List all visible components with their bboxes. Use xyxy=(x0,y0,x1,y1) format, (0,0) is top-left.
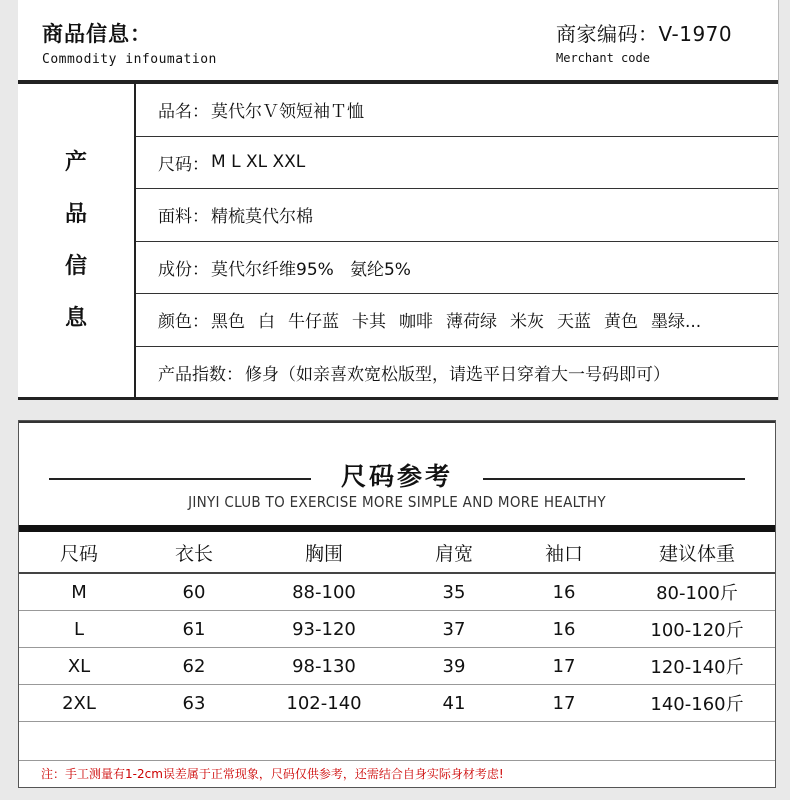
column-header: 尺码 xyxy=(19,532,139,573)
column-header: 衣长 xyxy=(139,532,249,573)
color-option: 白 xyxy=(258,312,275,333)
table-cell: 60 xyxy=(139,573,249,611)
info-value: 莫代尔纤维95% 氨纶5% xyxy=(211,259,411,280)
table-cell: 102-140 xyxy=(249,685,399,722)
title-line-left xyxy=(49,478,311,480)
side-char: 产 xyxy=(64,149,87,175)
side-char: 品 xyxy=(64,201,87,227)
info-label: 产品指数： xyxy=(158,365,243,386)
info-value: 莫代尔Ｖ领短袖Ｔ恤 xyxy=(211,102,364,123)
color-option: 墨绿... xyxy=(651,312,702,333)
table-cell-empty xyxy=(19,722,775,761)
table-cell: 93-120 xyxy=(249,611,399,648)
color-option: 黄色 xyxy=(604,312,638,333)
side-char: 息 xyxy=(64,305,87,331)
size-table xyxy=(19,532,775,761)
size-chart-card xyxy=(18,420,776,788)
table-row xyxy=(19,611,775,648)
page-subtitle: Commodity infoumation xyxy=(42,52,217,67)
table-cell: M xyxy=(19,573,139,611)
column-header: 建议体重 xyxy=(619,532,775,573)
table-cell: 39 xyxy=(399,648,509,685)
column-header: 袖口 xyxy=(509,532,619,573)
card-top-border xyxy=(19,421,775,423)
table-cell: 16 xyxy=(509,573,619,611)
info-row-fabric xyxy=(136,189,778,242)
table-cell: 37 xyxy=(399,611,509,648)
product-info-side-label xyxy=(18,84,136,397)
page-title: 商品信息： xyxy=(42,22,152,46)
product-info-rows xyxy=(136,84,778,399)
info-label: 尺码： xyxy=(158,154,209,175)
merchant-code: 商家编码：V-1970 xyxy=(556,22,733,46)
color-option: 咖啡 xyxy=(399,312,433,333)
info-label: 颜色： xyxy=(158,312,209,333)
info-row-name xyxy=(136,84,778,137)
table-cell: 2XL xyxy=(19,685,139,722)
color-option: 牛仔蓝 xyxy=(288,312,339,333)
table-cell: 16 xyxy=(509,611,619,648)
color-option: 米灰 xyxy=(510,312,544,333)
table-cell: 120-140斤 xyxy=(619,648,775,685)
color-option: 天蓝 xyxy=(557,312,591,333)
info-row-fit xyxy=(136,347,778,400)
measurement-note: 注：手工测量有1-2cm误差属于正常现象，尺码仅供参考，还需结合自身实际身材考虑! xyxy=(41,767,504,781)
table-cell: 61 xyxy=(139,611,249,648)
info-value: 精梳莫代尔棉 xyxy=(211,207,313,228)
header-bar xyxy=(19,525,775,532)
table-cell: 17 xyxy=(509,685,619,722)
slogan: JINYI CLUB TO EXERCISE MORE SIMPLE AND MORE HEALTHY xyxy=(188,493,606,511)
table-row xyxy=(19,648,775,685)
table-cell: XL xyxy=(19,648,139,685)
column-header: 肩宽 xyxy=(399,532,509,573)
side-char: 信 xyxy=(64,253,87,279)
info-value: M L XL XXL xyxy=(211,152,306,173)
info-row-composition xyxy=(136,242,778,295)
table-cell: 62 xyxy=(139,648,249,685)
product-info-box xyxy=(18,84,778,400)
color-option: 卡其 xyxy=(352,312,386,333)
info-row-colors xyxy=(136,294,778,347)
column-header: 胸围 xyxy=(249,532,399,573)
table-row xyxy=(19,685,775,722)
table-header-row xyxy=(19,532,775,573)
table-cell: 80-100斤 xyxy=(619,573,775,611)
table-cell: 35 xyxy=(399,573,509,611)
merchant-code-sub: Merchant code xyxy=(556,51,650,65)
table-cell: 100-120斤 xyxy=(619,611,775,648)
info-label: 品名： xyxy=(158,102,209,123)
info-label: 面料： xyxy=(158,207,209,228)
table-cell: 17 xyxy=(509,648,619,685)
info-row-size xyxy=(136,137,778,190)
size-chart-title: 尺码参考 xyxy=(340,462,453,491)
table-cell: 140-160斤 xyxy=(619,685,775,722)
color-option: 薄荷绿 xyxy=(446,312,497,333)
info-label: 成份： xyxy=(158,259,209,280)
header-left xyxy=(42,18,217,67)
title-line-right xyxy=(483,478,745,480)
commodity-info-card xyxy=(18,0,779,400)
table-cell: 98-130 xyxy=(249,648,399,685)
color-option: 黑色 xyxy=(211,312,245,333)
table-cell: L xyxy=(19,611,139,648)
info-value: 修身（如亲喜欢宽松版型，请选平日穿着大一号码即可） xyxy=(245,365,670,386)
table-cell: 41 xyxy=(399,685,509,722)
table-cell: 88-100 xyxy=(249,573,399,611)
table-cell: 63 xyxy=(139,685,249,722)
table-row-empty xyxy=(19,722,775,761)
table-row xyxy=(19,573,775,611)
header-right xyxy=(556,18,732,65)
